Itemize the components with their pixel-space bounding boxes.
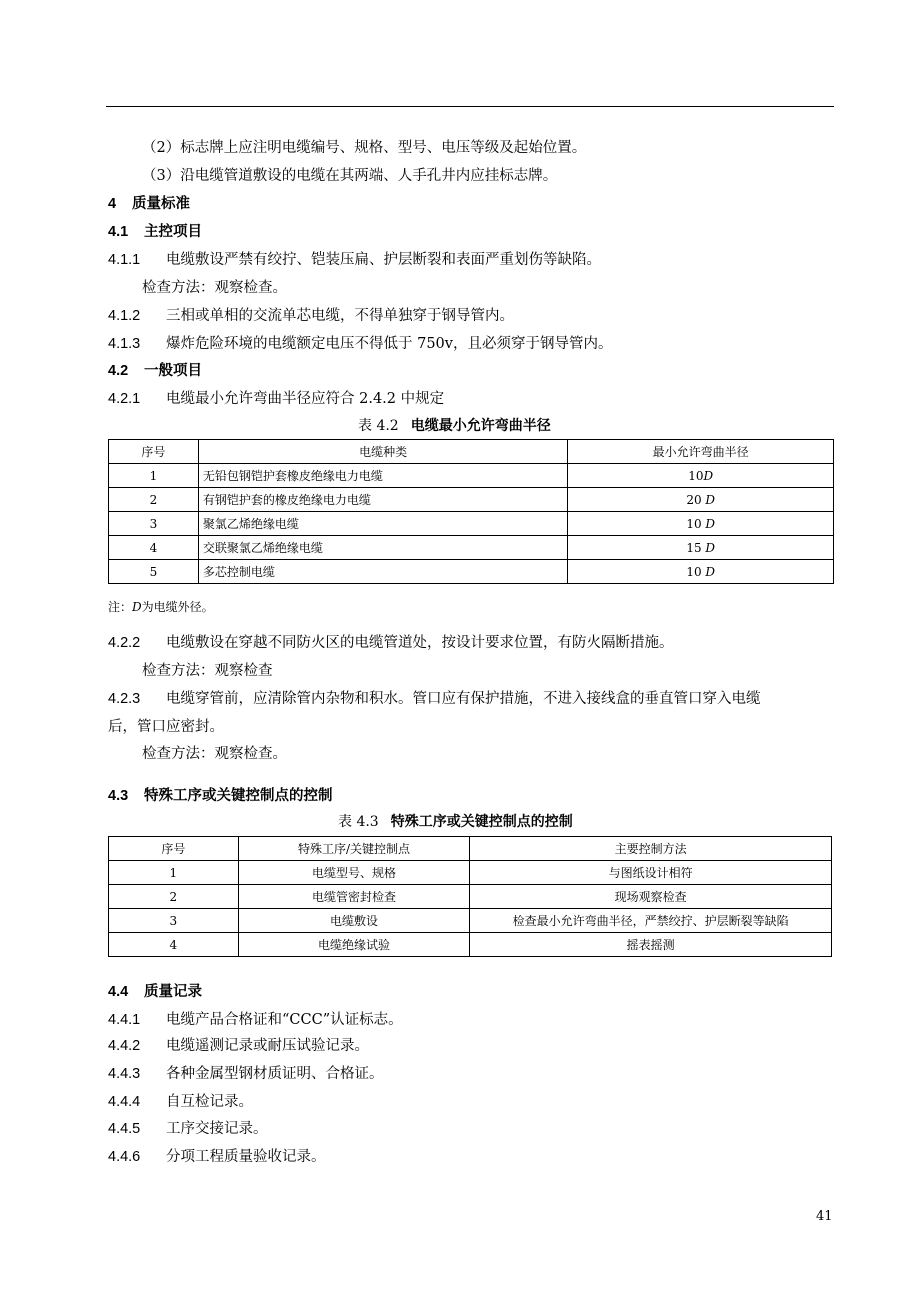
radius-unit: D	[705, 516, 716, 531]
section-number: 4.2	[108, 363, 129, 379]
cell-radius	[568, 488, 834, 512]
check-method: 检查方法：观察检查。	[142, 746, 287, 762]
header-cell: 序号	[109, 837, 239, 861]
section-number: 4.3	[108, 788, 129, 804]
radius-value: 15	[686, 540, 706, 555]
control-point-table	[108, 836, 832, 957]
clause-text: 电缆最小允许弯曲半径应符合 2.4.2 中规定	[166, 391, 445, 407]
radius-unit: D	[705, 540, 716, 555]
table-caption	[338, 812, 573, 832]
cell-cable-type: 无铅包钢铠护套橡皮绝缘电力电缆	[198, 464, 568, 488]
section-title: 特殊工序或关键控制点的控制	[144, 788, 333, 804]
caption-title: 特殊工序或关键控制点的控制	[390, 814, 573, 830]
cell-control-method: 与图纸设计相符	[470, 861, 832, 885]
cell-cable-type: 交联聚氯乙烯绝缘电缆	[198, 536, 568, 560]
clause	[108, 689, 761, 709]
record-text: 工序交接记录。	[166, 1121, 268, 1137]
table-row	[109, 512, 834, 536]
record-text: 自互检记录。	[166, 1094, 253, 1110]
section-heading	[108, 194, 190, 214]
header-rule	[106, 106, 834, 107]
section-title: 主控项目	[144, 224, 202, 240]
header-cell: 序号	[109, 440, 199, 464]
table-row	[109, 933, 832, 957]
cell-control-method: 摇表摇测	[470, 933, 832, 957]
clause	[108, 250, 601, 270]
clause-number: 4.2.2	[108, 635, 141, 651]
record-item	[108, 1147, 326, 1167]
radius-value: 10	[686, 516, 706, 531]
cell-no: 3	[109, 909, 239, 933]
clause	[108, 389, 444, 409]
cell-no: 5	[109, 560, 199, 584]
cell-radius	[568, 560, 834, 584]
table-row	[109, 488, 834, 512]
caption-number: 表 4.3	[338, 814, 379, 830]
subsection-heading	[108, 222, 202, 242]
table-row	[109, 885, 832, 909]
paragraph-line: （2）标志牌上应注明电缆编号、规格、型号、电压等级及起始位置。	[142, 140, 587, 156]
record-number: 4.4.2	[108, 1038, 141, 1054]
table-row	[109, 536, 834, 560]
cell-radius	[568, 512, 834, 536]
note-text: 为电缆外径。	[141, 600, 214, 614]
subsection-heading	[108, 982, 202, 1002]
record-item	[108, 1036, 369, 1056]
radius-unit: D	[705, 564, 716, 579]
subsection-heading	[108, 786, 333, 806]
header-cell: 特殊工序/关键控制点	[238, 837, 470, 861]
radius-unit: D	[703, 468, 714, 483]
table-header-row	[109, 837, 832, 861]
clause-text: 电缆穿管前，应清除管内杂物和积水。管口应有保护措施，不进入接线盒的垂直管口穿入电缆	[166, 691, 761, 707]
radius-unit: D	[705, 492, 716, 507]
cell-radius	[568, 464, 834, 488]
cell-cable-type: 聚氯乙烯绝缘电缆	[198, 512, 568, 536]
section-number: 4.1	[108, 224, 129, 240]
record-text: 电缆产品合格证和“CCC”认证标志。	[166, 1012, 403, 1028]
cell-no: 4	[109, 536, 199, 560]
clause-text: 电缆敷设严禁有绞拧、铠装压扁、护层断裂和表面严重划伤等缺陷。	[166, 252, 601, 268]
caption-number: 表 4.2	[358, 418, 399, 434]
clause-number: 4.1.1	[108, 252, 141, 268]
cell-no: 2	[109, 488, 199, 512]
section-title: 质量记录	[144, 984, 202, 1000]
page-number: 41	[816, 1209, 833, 1224]
clause-text: 电缆敷设在穿越不同防火区的电缆管道处，按设计要求位置，有防火隔断措施。	[166, 635, 674, 651]
header-cell: 最小允许弯曲半径	[568, 440, 834, 464]
cell-control-point: 电缆型号、规格	[238, 861, 470, 885]
cell-control-point: 电缆敷设	[238, 909, 470, 933]
bend-radius-table	[108, 439, 834, 584]
header-cell: 电缆种类	[198, 440, 568, 464]
clause-text: 爆炸危险环境的电缆额定电压不得低于 750v，且必须穿于钢导管内。	[166, 336, 613, 352]
cell-no: 4	[109, 933, 239, 957]
table-row	[109, 464, 834, 488]
record-item	[108, 1092, 253, 1112]
clause-text: 三相或单相的交流单芯电缆，不得单独穿于钢导管内。	[166, 308, 514, 324]
record-text: 各种金属型钢材质证明、合格证。	[166, 1066, 384, 1082]
record-number: 4.4.3	[108, 1066, 141, 1082]
cell-control-point: 电缆绝缘试验	[238, 933, 470, 957]
paragraph-line: （3）沿电缆管道敷设的电缆在其两端、人手孔井内应挂标志牌。	[142, 168, 558, 184]
clause	[108, 306, 514, 326]
clause	[108, 633, 674, 653]
cell-control-method: 检查最小允许弯曲半径，严禁绞拧、护层断裂等缺陷	[470, 909, 832, 933]
header-cell: 主要控制方法	[470, 837, 832, 861]
check-method: 检查方法：观察检查	[142, 663, 273, 679]
section-title: 一般项目	[144, 363, 202, 379]
clause	[108, 334, 612, 354]
record-text: 电缆遥测记录或耐压试验记录。	[166, 1038, 369, 1054]
caption-title: 电缆最小允许弯曲半径	[410, 418, 551, 434]
cell-radius	[568, 536, 834, 560]
clause-continuation: 后，管口应密封。	[108, 719, 224, 735]
table-row	[109, 861, 832, 885]
record-item	[108, 1010, 403, 1030]
cell-cable-type: 有钢铠护套的橡皮绝缘电力电缆	[198, 488, 568, 512]
cell-no: 1	[109, 861, 239, 885]
record-number: 4.4.6	[108, 1149, 141, 1165]
table-row	[109, 560, 834, 584]
table-note	[108, 598, 214, 616]
clause-number: 4.2.1	[108, 391, 141, 407]
clause-number: 4.2.3	[108, 691, 141, 707]
table-header-row	[109, 440, 834, 464]
clause-number: 4.1.2	[108, 308, 141, 324]
record-number: 4.4.1	[108, 1012, 141, 1028]
check-method: 检查方法：观察检查。	[142, 280, 287, 296]
cell-no: 2	[109, 885, 239, 909]
section-number: 4.4	[108, 984, 129, 1000]
cell-control-method: 现场观察检查	[470, 885, 832, 909]
cell-no: 1	[109, 464, 199, 488]
radius-value: 20	[686, 492, 706, 507]
cell-cable-type: 多芯控制电缆	[198, 560, 568, 584]
record-number: 4.4.5	[108, 1121, 141, 1137]
note-prefix: 注：	[108, 600, 133, 614]
cell-control-point: 电缆管密封检查	[238, 885, 470, 909]
record-item	[108, 1119, 268, 1139]
record-item	[108, 1064, 384, 1084]
table-caption	[358, 416, 551, 436]
cell-no: 3	[109, 512, 199, 536]
table-row	[109, 909, 832, 933]
record-text: 分项工程质量验收记录。	[166, 1149, 326, 1165]
section-title: 质量标准	[132, 196, 190, 212]
radius-value: 10	[688, 468, 704, 483]
note-variable: D	[132, 600, 142, 614]
subsection-heading	[108, 361, 202, 381]
section-number: 4	[108, 196, 117, 212]
record-number: 4.4.4	[108, 1094, 141, 1110]
clause-number: 4.1.3	[108, 336, 141, 352]
radius-value: 10	[686, 564, 706, 579]
